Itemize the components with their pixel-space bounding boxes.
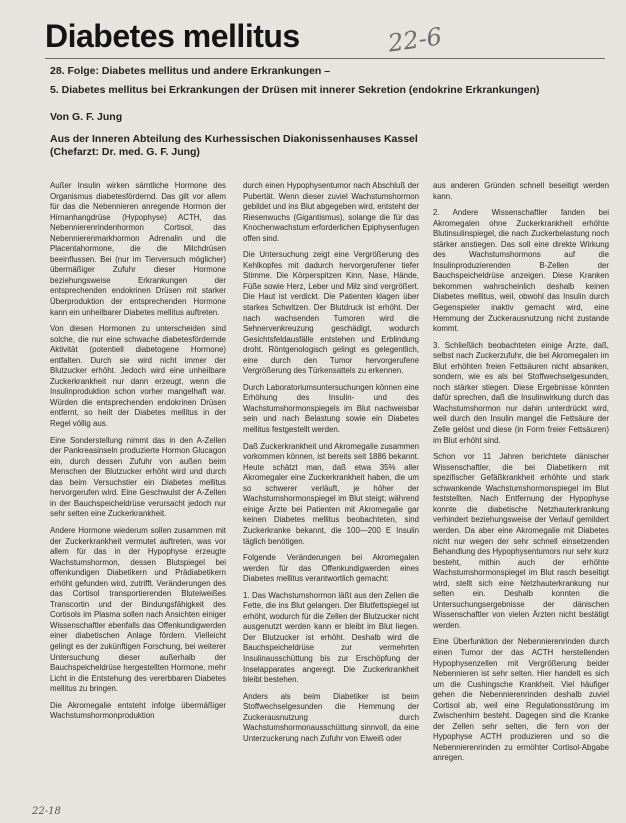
paragraph: Daß Zuckerkrankheit und Akromegalie zusammen vorkommen können, ist bereits seit 1886 bekannt. Heute schätzt man, daß etwa 35% aller Akromegaler eine Zuckerkrankheit haben, die um so schwerer verläuft, je höher der Wachstumshormonspiegel im Blut steigt; während einige Ärzte bei Patienten mit Akromegalie gar keinen Diabetes mellitus beobachteten, sind Zuckerkranke bekannt, die 100—200 E Insulin täglich benötigen. [243, 441, 419, 546]
text-column-2 [243, 181, 419, 806]
paragraph: Eine Überfunktion der Nebennierenrinden durch einen Tumor der das ACTH herstellenden Hypophysenzellen mit Vergrößerung beider Nebennieren ist sehr selten. Hier handelt es sich um die Cushingsche Krankheit. Viel häufiger gehen die Nebennierenrinden deshalb zuviel Cortisol ab, weil eine Regulationsstörung im Zwischenhirn besteht. Dagegen sind die Kranke der Zellen sehr selten, die fern von der Hypophyse ACTH produzieren und so die Nebennierenrinden zu ermöhter Cortisol-Abgabe anregen. [433, 637, 609, 763]
affiliation-line-2: (Chefarzt: Dr. med. G. F. Jung) [50, 146, 200, 158]
article-title: Diabetes mellitus [45, 18, 300, 54]
paragraph: Durch Laboratoriumsuntersuchungen können eine Erhöhung des Insulin- und des Wachstumshormonspiegels im Blut nachweisbar sein und nach Belastung sowie ein Diabetes mellitus festgestellt werden. [243, 382, 419, 435]
paragraph: 1. Das Wachstumshormon läßt aus den Zellen die Fette, die ins Blut gelangen. Der Blutfettspiegel ist erhöht, wodurch für die Zellen der Blutzucker nicht ausgenutzt werden kann er bleibt im Blut liegen. Der Blutzucker ist erhöht. Deshalb wird die Bauchspeicheldrüse zur vermehrten Insulinausschüttung bis zur Erschöpfung der Inselapparates angeregt. Die Zuckerkrankheit bleibt bestehen. [243, 590, 419, 685]
article-subtitle: 5. Diabetes mellitus bei Erkrankungen der Drüsen mit innerer Sekretion (endokrine Erkrankungen) [50, 84, 540, 96]
handwritten-note: 22-6 [386, 22, 444, 58]
paragraph: Die Akromegalie entsteht infolge übermäßiger Wachstumshormonproduktion [50, 700, 226, 721]
paragraph: Von diesen Hormonen zu unterscheiden sind solche, die nur eine schwache diabetesfördernde Aktivität (potentiell diabetogene Hormone) entfalten. Durch sie wird nicht immer der Blutzucker erhöht. Jedoch wird eine unheilbare Zuckerkrankheit nur dann erzeugt, wenn die Insulinproduktion schon vorher mangelhaft war. Würden die entsprechenden endokrinen Drüsen entfernt, so heilt der Diabetes mellitus in der Regel völlig aus. [50, 324, 226, 429]
paragraph: Andere Hormone wiederum sollen zusammen mit der Zuckerkrankheit vermutet auftreten, was vor allem für das in der Hypophyse erzeugte Wachstumshormon, dessen Blutspiegel bei offenkundigen Diabetikern und Prädiabetikern erhöht gefunden wird, zutrifft. Veränderungen des das Cortisol transportierenden Bluteiweißes Transcortin und der Bindungsfähigkeit des Cortisols im Plasma sollen nach Ansichten einiger Wissenschaftler ebenfalls das Offenkundigwerden einer diabetischen Anlage fördern. Vielleicht gelingt es der zukünftigen Forschung, bei weiterer Untersuchung dieser außerhalb der Bauchspeicheldrüse hergestellten Hormone, mehr Licht in die Entstehung des vererbbaren Diabetes mellitus zu bringen. [50, 525, 226, 694]
author-line: Von G. F. Jung [50, 111, 123, 123]
paragraph: Folgende Veränderungen bei Akromegalen werden für das Offenkundigwerden eines Diabetes mellitus verantwortlich gemacht: [243, 553, 419, 584]
text-column-1 [50, 181, 226, 806]
affiliation [50, 133, 610, 159]
paragraph: durch einen Hypophysentumor nach Abschluß der Pubertät. Wenn dieser zuviel Wachstumshormon gebildet und ins Blut abgegeben wird, entsteht der Riesenwuchs (Gigantismus), solange die für das Knochenwachstum erforderlichen Epiphysenfugen offen sind. [243, 181, 419, 243]
paragraph: Anders als beim Diabetiker ist beim Stoffwechselgesunden die Hemmung der Zuckerausnutzung durch Wachstumshormonausschüttung sinnvoll, da eine Unterzuckerung nach Zufuhr von Eiweiß oder [243, 691, 419, 743]
affiliation-line-1: Aus der Inneren Abteilung des Kurhessischen Diakonissenhauses Kassel [50, 133, 418, 145]
paragraph: aus anderen Gründen schnell beseitigt werden kann. [433, 181, 609, 201]
title-rule [45, 58, 605, 59]
paragraph: Eine Sonderstellung nimmt das in den A-Zellen der Pankreasinseln produzierte Hormon Glucagon ein, durch dessen Zufuhr von außen beim Menschen der Blutzucker erhöht wird und durch das beim Versuchstier ein Diabetes mellitus hervorgerufen wird. Eine Geschwulst der A-Zellen in der Bauchspeicheldrüse verursacht jedoch nur sehr selten eine Zuckerkrankheit. [50, 435, 226, 519]
paragraph: 2. Andere Wissenschaftler fanden bei Akromegalen ohne Zuckerkrankheit erhöhte Blutinsulinspiegel, die nach Zuckerbelastung noch stärker anstiegen. Das soll eine direkte Wirkung des Wachstumshormons auf die Insulinproduzierenden B-Zellen der Bauchspeicheldrüse anzeigen. Diese Kranken bekommen wahrscheinlich deshalb keinen Diabetes mellitus, weil, obwohl das Insulin durch Gegenspieler inaktiv gemacht wird, eine Hemmung der Zuckerausnutzung nicht zustande kommt. [433, 208, 609, 334]
series-line: 28. Folge: Diabetes mellitus und andere Erkrankungen – [50, 65, 331, 77]
paragraph: Schon vor 11 Jahren berichtete dänischer Wissenschaftler, die bei Diabetikern mit spezifischer Gefäßkrankheit erhöhte und stark schwankende Wachstumshormonspiegel im Blut feststellten. Nach Entfernung der Hypophyse konnte die diabetische Netzhauterkrankung verhindert beziehungsweise der Verlauf gemildert werden. Da aber eine Akromegalie mit Diabetes nicht nur wegen der sehr schnell einsetzenden Behandlung des Hypophysentumors nur sehr kurz besteht, mithin auch der erhöhte Wachstumshormonspiegel im Blut rasch beseitigt wird, stellt sich eine Netzhauterkrankung nur selten ein. Deshalb konnten die Untersuchungsergebnisse der dänischen Wissenschaftler von vielen Ärzten nicht bestätigt werden. [433, 452, 609, 630]
paragraph: Außer Insulin wirken sämtliche Hormone des Organismus diabetesfördernd. Das gilt vor allem für das die Nebennieren anregende Hormon der Hirnanhangdrüse (Hypophyse) ACTH, das Nebennierenrindenhormon Cortisol, das Nebennierenmarkhormon Adrenalin und die Placentahormone, die die Milchdrüsen beeinflussen. Bei (nur im Tierversuch möglicher) übermäßiger Zufuhr dieser Hormone beziehungsweise Erkrankungen der entsprechenden endokrinen Drüsen mit starker Überproduktion der entsprechenden Hormone kann ein unheilbarer Diabetes mellitus auftreten. [50, 181, 226, 317]
paragraph: 3. Schließlich beobachteten einige Ärzte, daß, selbst nach Zuckerzufuhr, die bei Akromegalen im Blut erhöhten freien Fettsäuren nicht absanken, sondern, wie es als bei Stoffwechselgesunden, noch stärker stiegen. Diese Ergebnisse könnten dafür sprechen, daß die Insulinwirkung durch das Wachstumshormon nur dahin unterdrückt wird, weil durch den Insulin mangel die Fettsäure der Zelle gelöst und diese (in Form freier Fettsäuren) im Blut erhöht sind. [433, 340, 609, 445]
paragraph: Die Untersuchung zeigt eine Vergrößerung des Kehlkopfes mit dadurch hervorgerufener tiefer Stimme. Die Körperspitzen Kinn, Nase, Hände, Füße sowie Herz, Leber und Milz sind vergrößert. Die Haut ist verdickt. Die Patienten klagen über starkes Schwitzen. Der Blutdruck ist erhöht. Der nach wachsenden Tumoren wird die Sehnervenkreuzung geschädigt, wodurch Gesichtsfeldausfälle entstehen und Erblindung droht. Röntgenologisch gelingt es gelegentlich, eine durch den Tumor hervorgerufene Vergrößerung des Türkensattels zu erkennen. [243, 250, 419, 376]
text-column-3 [433, 181, 609, 806]
handwritten-page-mark: 22-18 [32, 806, 61, 817]
